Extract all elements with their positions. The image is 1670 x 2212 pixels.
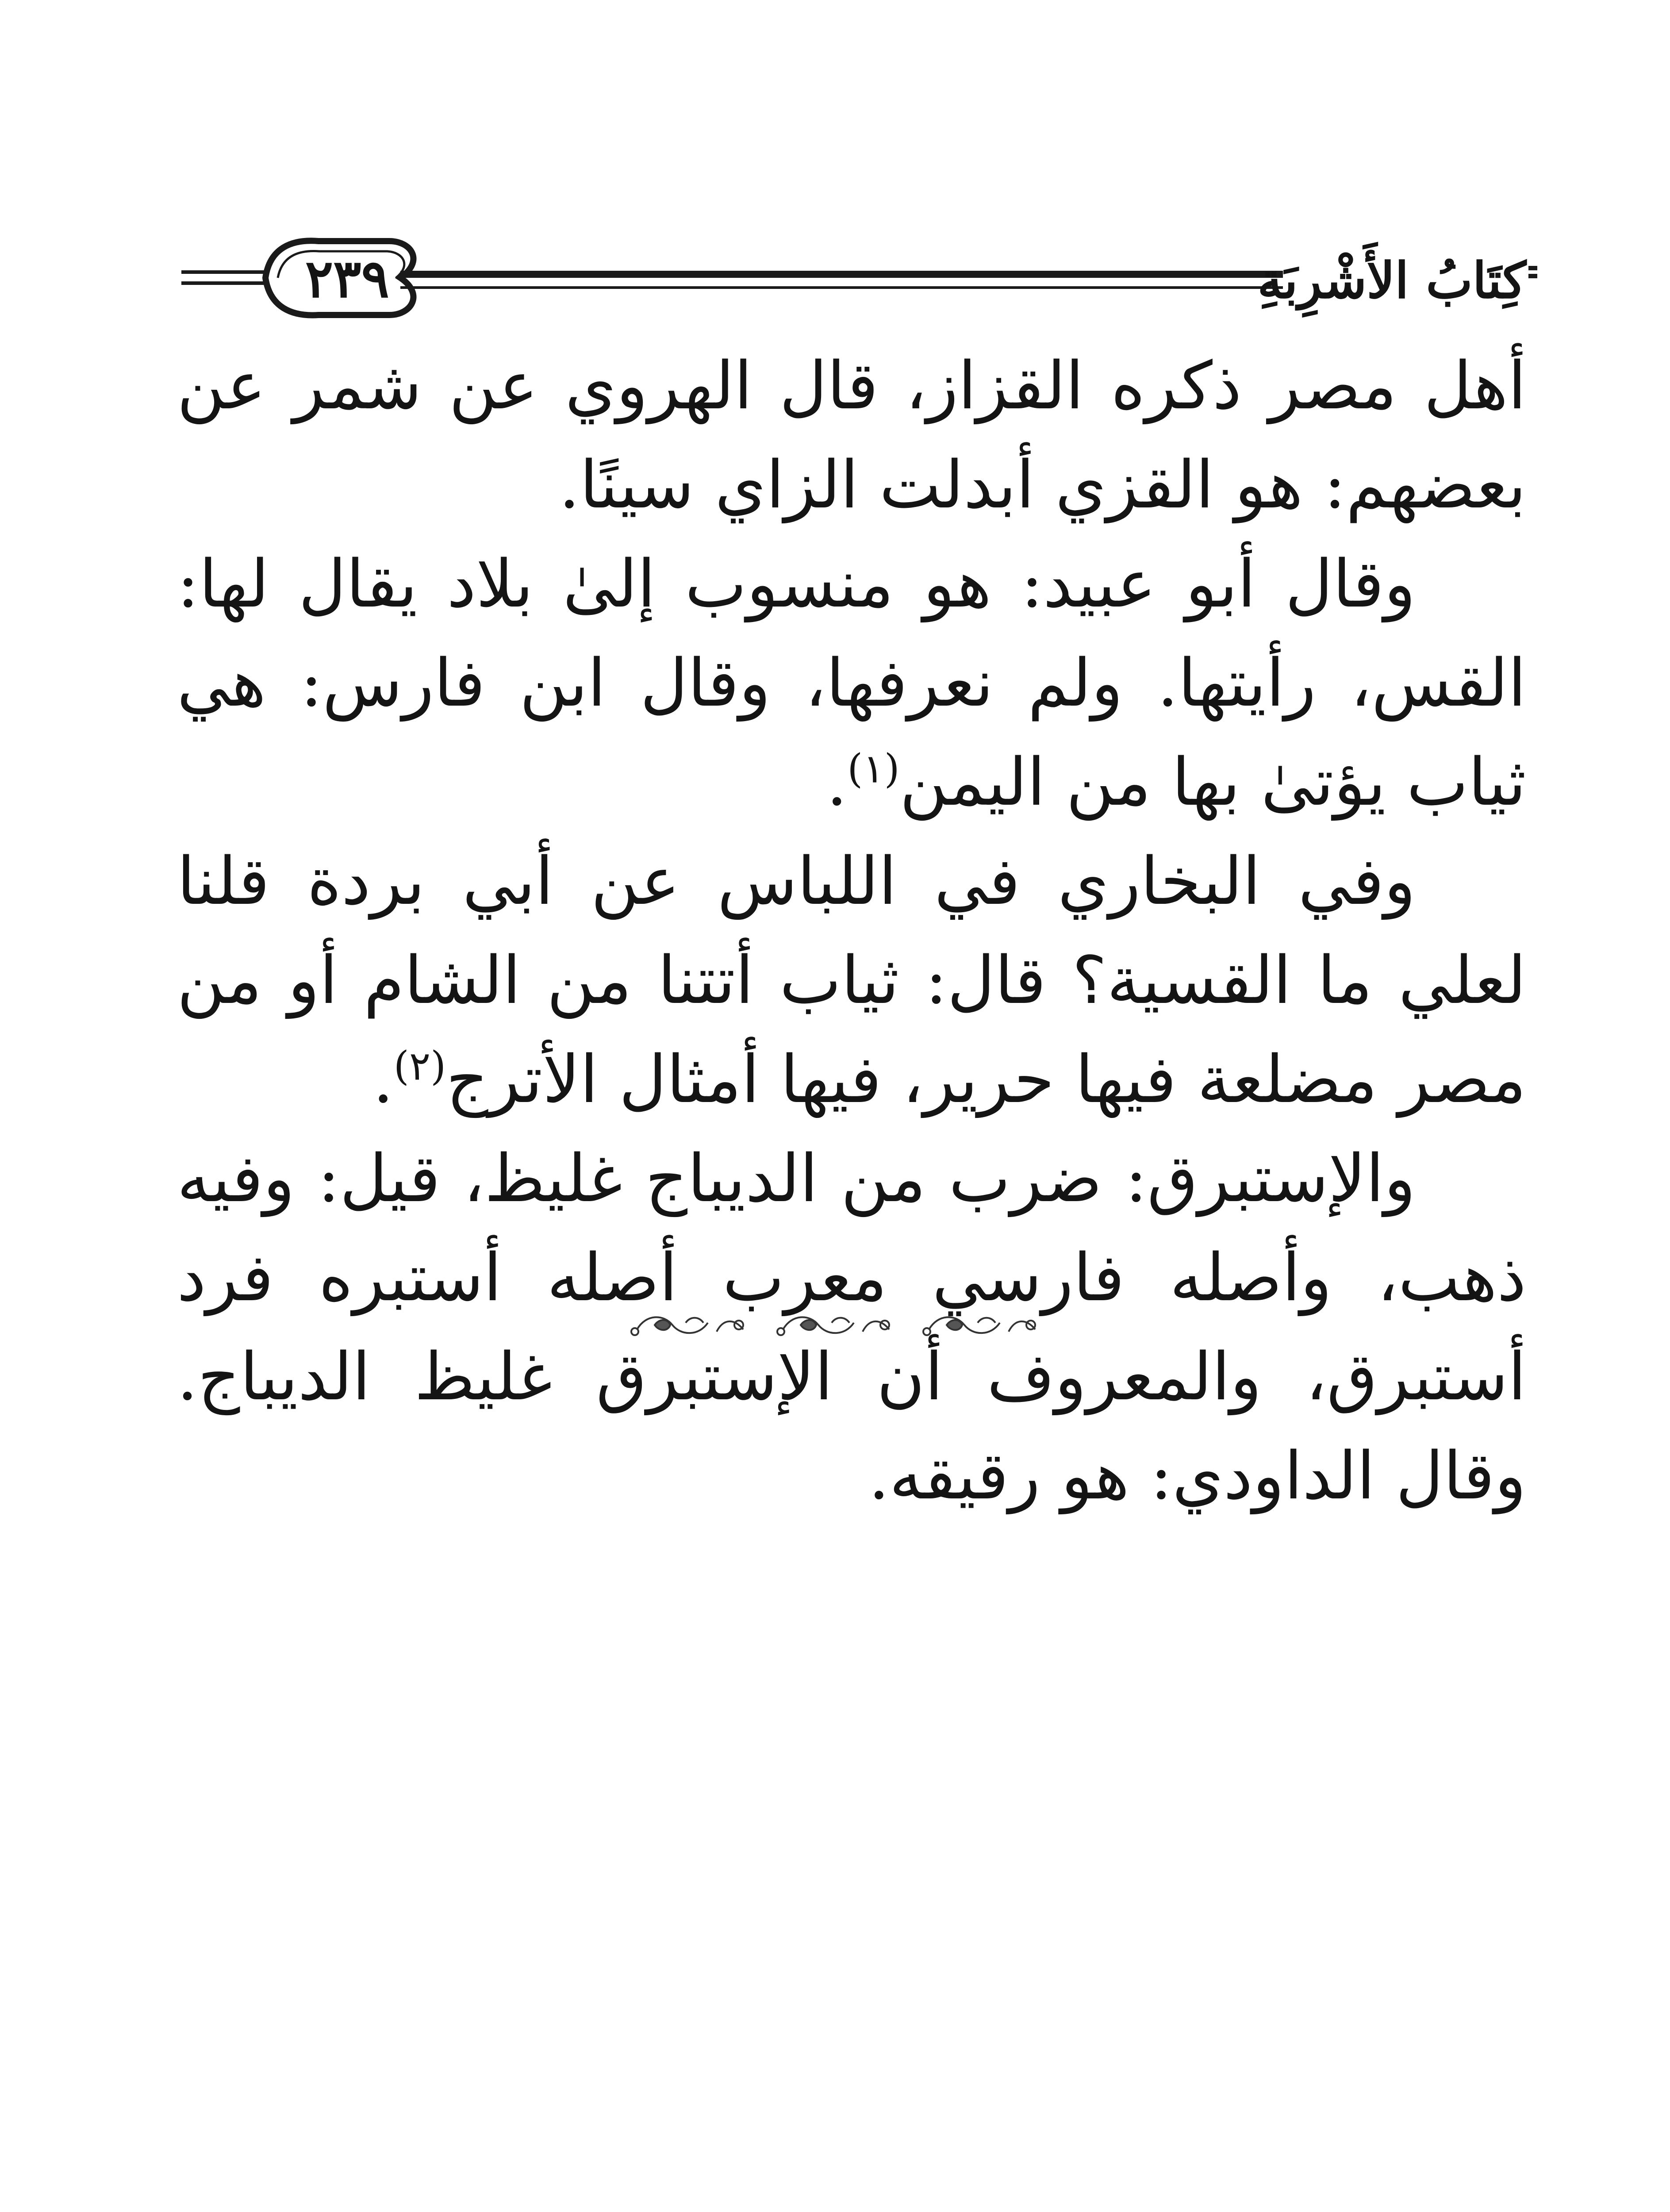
paragraph [177, 534, 1526, 832]
paragraph-text: وفي البخاري في اللباس عن أبي بردة قلنا لعلي ما القسية؟ قال: ثياب أتتنا من الشام أو من مصر مضلعة فيها حرير، فيها أمثال الأترج [177, 843, 1526, 1118]
paragraph-text: والإستبرق: ضرب من الديباج غليظ، قيل: وفيه ذهب، وأصله فارسي معرب أصله أستبره فرد أستبرق، والمعروف أن الإستبرق غليظ الديباج. وقال الداودي: هو رقيقه. [177, 1141, 1526, 1514]
footnote-reference[interactable]: (٢) [393, 1043, 446, 1090]
paragraph [177, 832, 1526, 1129]
chapter-title: كِتَابُ الأَشْرِبَةِ [1257, 252, 1526, 310]
paragraph-text: . [826, 744, 848, 820]
footnote-reference[interactable]: (١) [847, 745, 900, 792]
page-number: ٢٣٩ [305, 248, 390, 309]
paragraph [177, 336, 1526, 534]
paragraph-text: وقال أبو عبيد: هو منسوب إلىٰ بلاد يقال لها: القس، رأيتها. ولم نعرفها، وقال ابن فارس: هي ثياب يؤتىٰ بها من اليمن [177, 546, 1526, 820]
paragraph-text: . [372, 1041, 394, 1118]
main-text [177, 336, 1526, 1525]
header-double-rule-far-right [0, 0, 1670, 336]
paragraph-text: أهل مصر ذكره القزاز، قال الهروي عن شمر عن بعضهم: هو القزي أبدلت الزاي سينًا. [177, 348, 1526, 523]
floral-divider-icon [628, 1305, 1053, 1345]
